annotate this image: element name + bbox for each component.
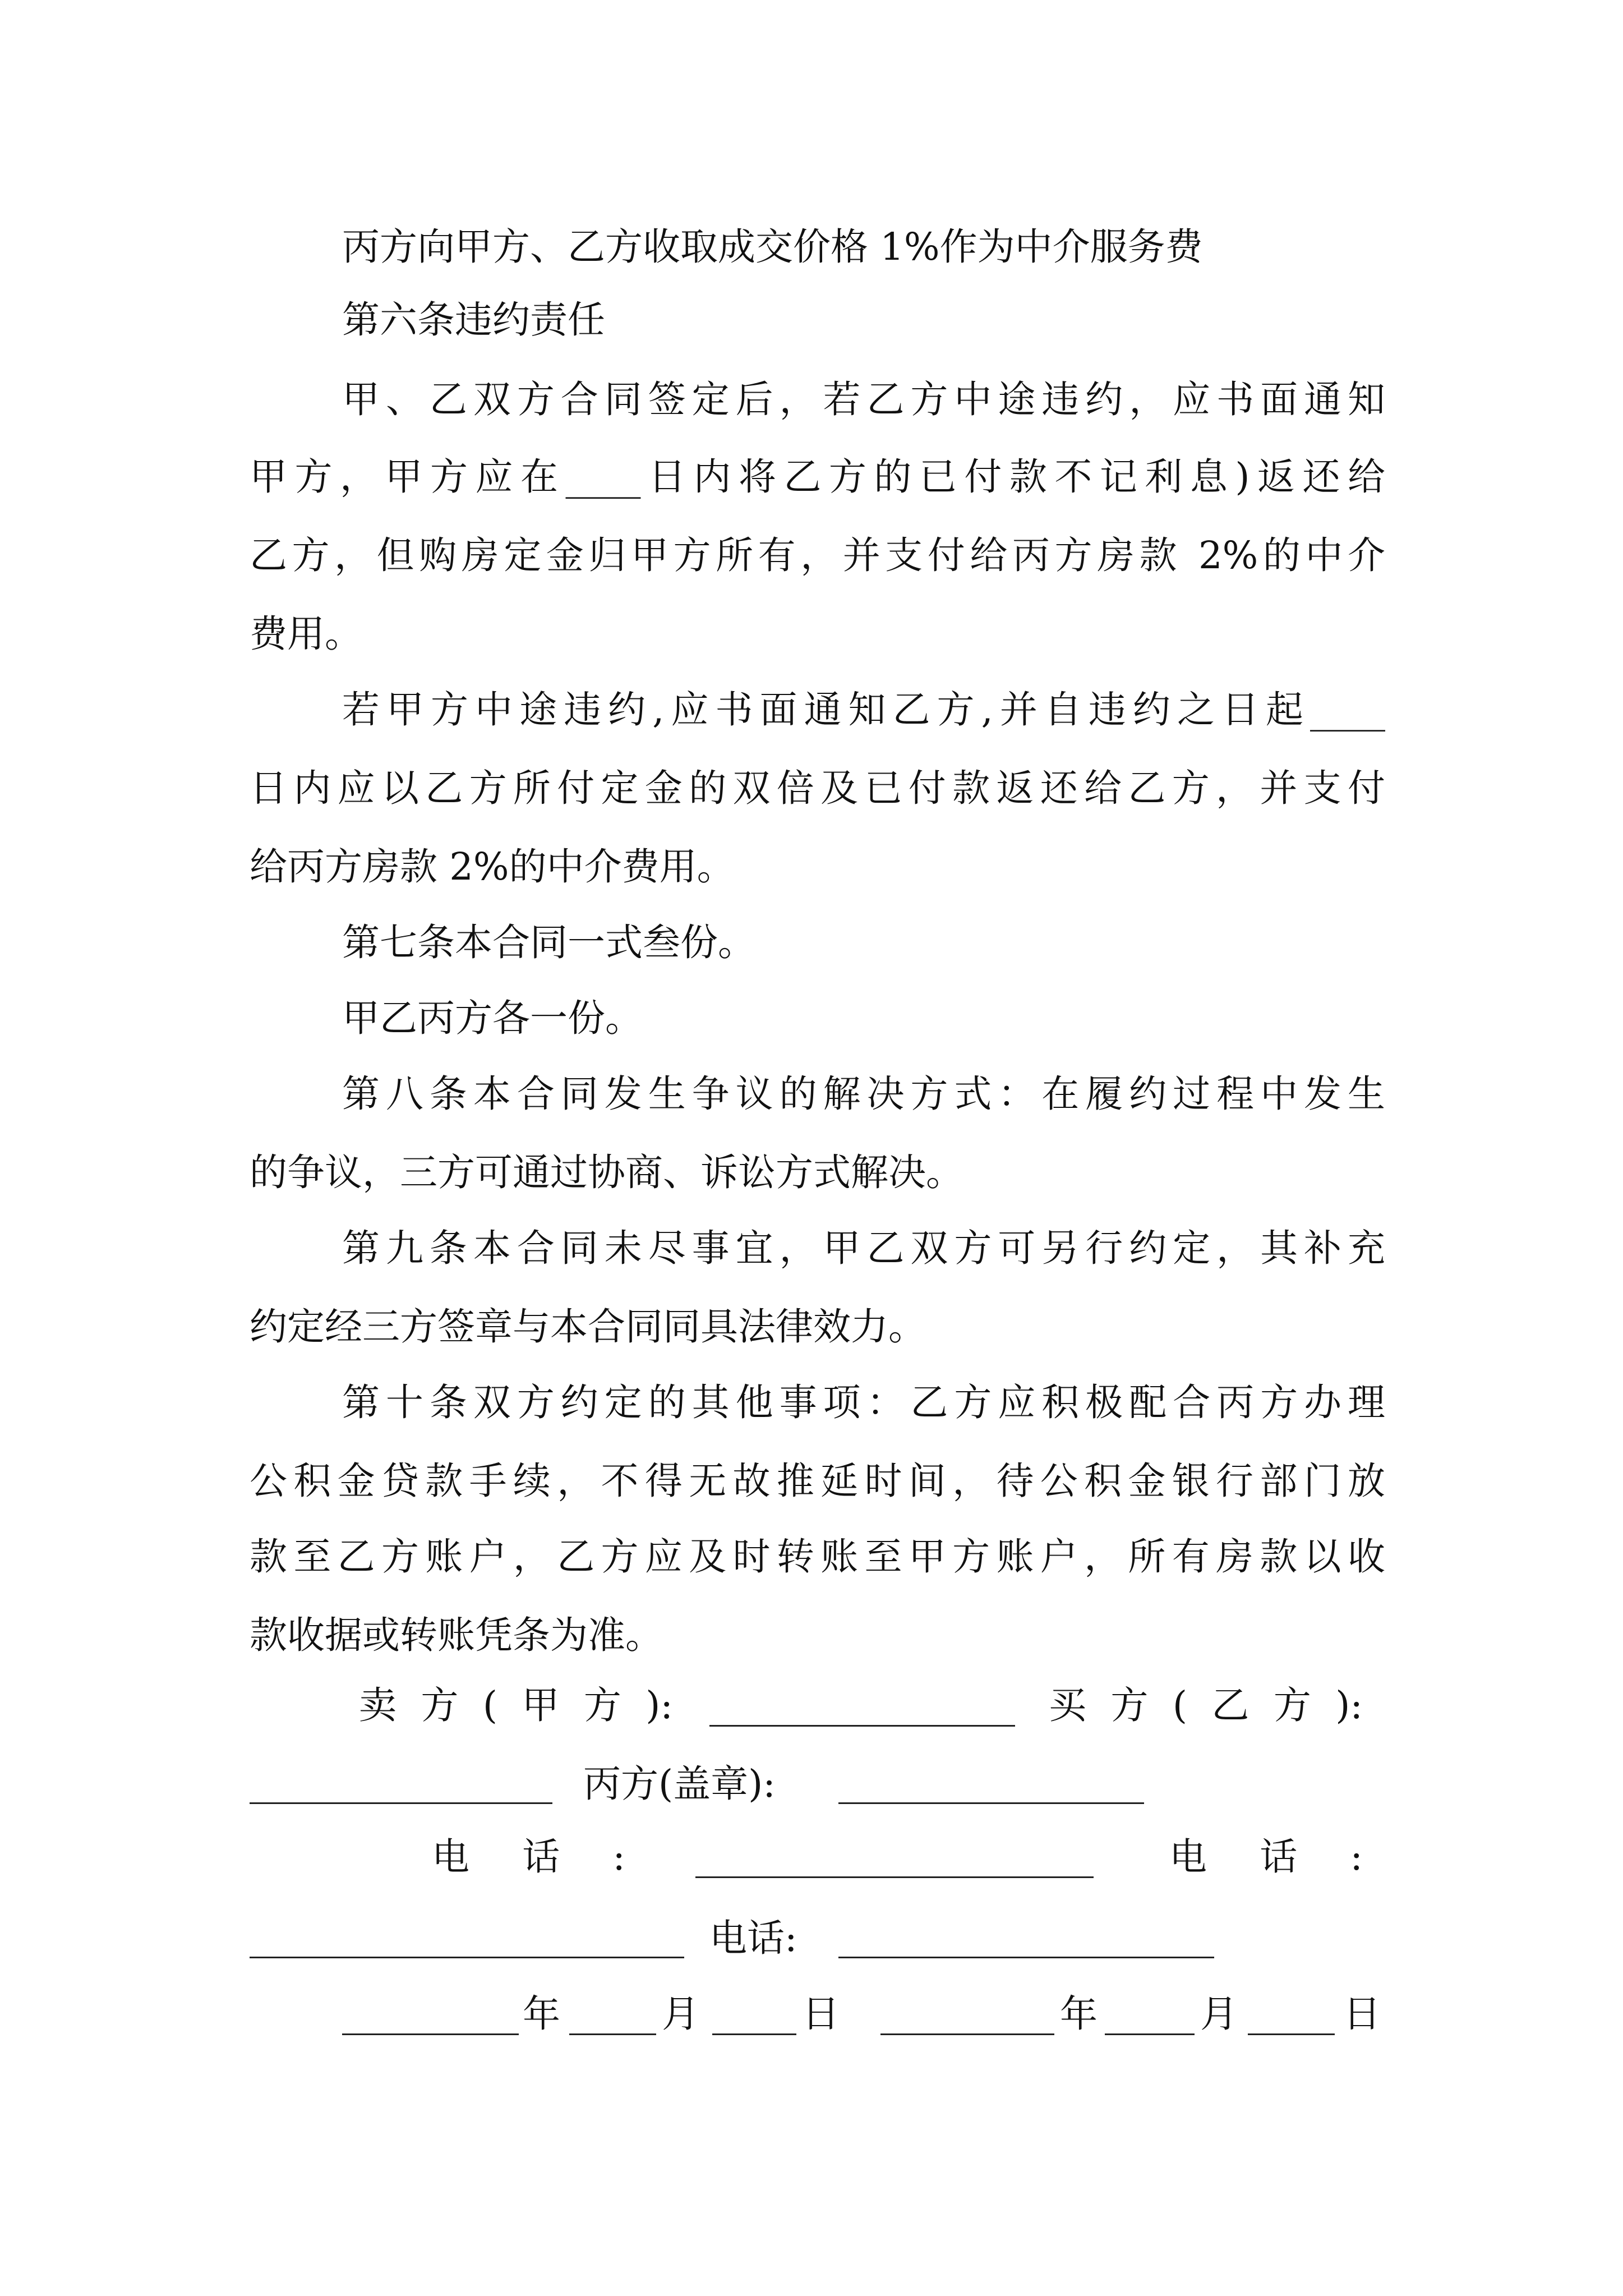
buyer-date-year-line[interactable] [880, 2033, 1054, 2035]
agent-phone-line[interactable] [838, 1957, 1214, 1958]
buyer-date-month-line[interactable] [1105, 2033, 1195, 2035]
seller-phone-line[interactable] [695, 1876, 1094, 1878]
buyer-signature-line[interactable] [250, 1802, 552, 1804]
paragraph-line: 款收据或转账凭条为准。 [250, 1613, 663, 1657]
paragraph-line: 甲、乙双方合同签定后，若乙方中途违约，应书面通知 [342, 378, 1385, 421]
buyer-label: 买方(乙方): [1049, 1683, 1363, 1727]
paragraph-line: 若甲方中途违约,应书面通知乙方,并自违约之日起____ [342, 688, 1385, 731]
paragraph-line: 费用。 [250, 612, 362, 656]
seller-date-month-line[interactable] [569, 2033, 656, 2035]
day-label: 日 [1343, 1992, 1381, 2036]
section-heading: 第六条违约责任 [342, 298, 605, 342]
paragraph-line: 乙方，但购房定金归甲方所有，并支付给丙方房款 2%的中介 [250, 533, 1385, 577]
paragraph-line: 给丙方房款 2%的中介费用。 [250, 845, 735, 889]
paragraph-line: 甲乙丙方各一份。 [342, 996, 643, 1040]
paragraph-line: 款至乙方账户，乙方应及时转账至甲方账户，所有房款以收 [250, 1535, 1385, 1579]
agent-phone-label: 电话: [709, 1916, 797, 1960]
paragraph-line: 日内应以乙方所付定金的双倍及已付款返还给乙方，并支付 [250, 766, 1385, 810]
buyer-phone-line[interactable] [250, 1957, 684, 1958]
day-label: 日 [802, 1992, 840, 2036]
month-label: 月 [1200, 1992, 1238, 2036]
year-label: 年 [523, 1992, 560, 2036]
paragraph-line: 的争议，三方可通过协商、诉讼方式解决。 [250, 1151, 963, 1194]
paragraph-line: 第九条本合同未尽事宜，甲乙双方可另行约定，其补充 [342, 1226, 1385, 1270]
paragraph-line: 第十条双方约定的其他事项：乙方应积极配合丙方办理 [342, 1381, 1385, 1424]
agent-seal-line[interactable] [838, 1802, 1144, 1804]
year-label: 年 [1060, 1992, 1098, 2036]
agent-seal-label: 丙方(盖章): [583, 1762, 776, 1806]
seller-phone-label: 电话: [432, 1835, 625, 1879]
seller-date-year-line[interactable] [342, 2033, 519, 2035]
paragraph-line: 约定经三方签章与本合同同具法律效力。 [250, 1305, 926, 1349]
paragraph-line: 丙方向甲方、乙方收取成交价格 1%作为中介服务费 [342, 225, 1203, 269]
paragraph-line: 甲方，甲方应在____日内将乙方的已付款不记利息)返还给 [250, 455, 1385, 499]
paragraph-line: 第八条本合同发生争议的解决方式：在履约过程中发生 [342, 1072, 1385, 1116]
buyer-phone-label: 电话: [1169, 1835, 1363, 1879]
paragraph-line: 公积金贷款手续，不得无故推延时间，待公积金银行部门放 [250, 1459, 1385, 1503]
seller-date-day-line[interactable] [712, 2033, 796, 2035]
seller-label: 卖方(甲方): [359, 1683, 673, 1727]
month-label: 月 [662, 1992, 699, 2036]
seller-signature-line[interactable] [709, 1725, 1015, 1727]
buyer-date-day-line[interactable] [1248, 2033, 1335, 2035]
paragraph-line: 第七条本合同一式叁份。 [342, 921, 755, 964]
